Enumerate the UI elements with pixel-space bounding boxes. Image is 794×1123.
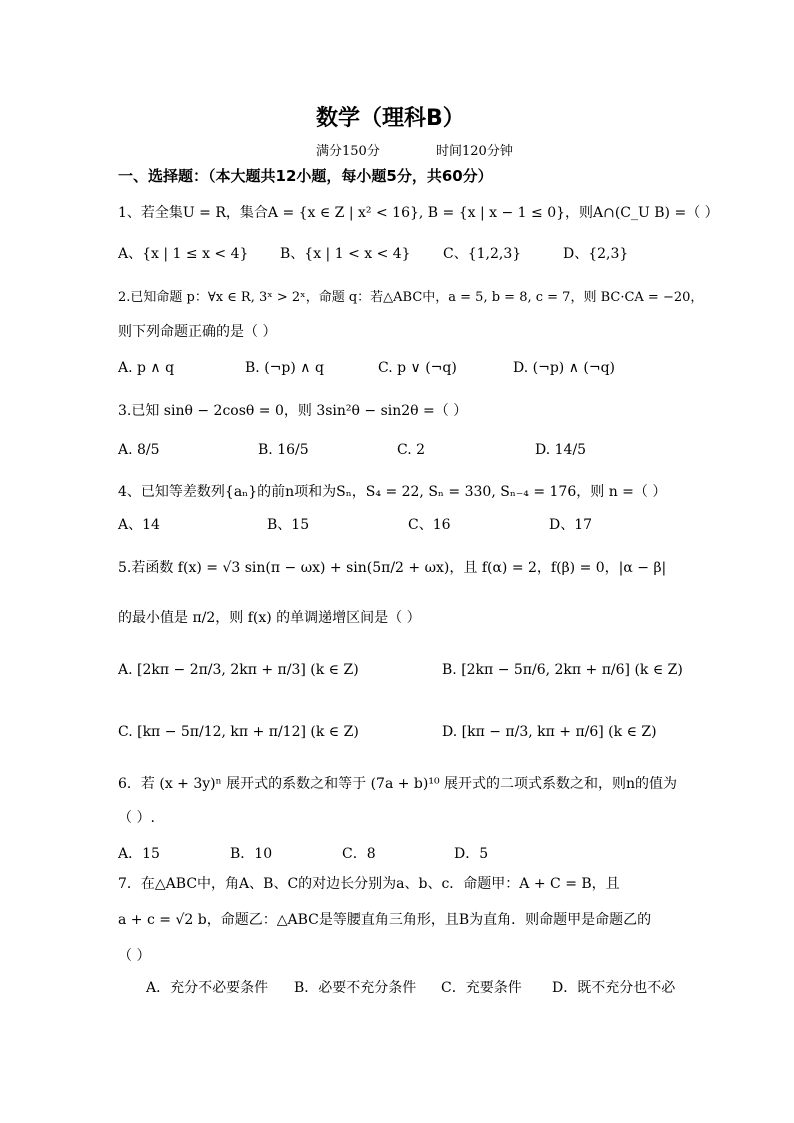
question-1-option-a: A、{x | 1 ≤ x < 4} bbox=[118, 246, 249, 262]
question-7-stem-line-2: a + c = √2 b，命题乙：△ABC是等腰直角三角形，且B为直角．则命题甲是命题乙的 bbox=[118, 912, 652, 928]
full-score: 满分150分 bbox=[316, 144, 380, 159]
question-3-option-d: D. 14/5 bbox=[535, 442, 587, 458]
question-4-option-b: B、15 bbox=[267, 517, 310, 533]
question-5-stem-line-1: 5.若函数 f(x) = √3 sin(π − ωx) + sin(5π/2 + ωx)，且 f(α) = 2，f(β) = 0，|α − β| bbox=[118, 560, 667, 576]
question-6-stem-line-2: （ ）. bbox=[118, 810, 155, 826]
question-7-option-d: D．既不充分也不必 bbox=[552, 980, 676, 996]
question-3-option-a: A. 8/5 bbox=[118, 442, 160, 458]
question-2-option-c: C. p ∨ (¬q) bbox=[378, 360, 457, 376]
question-1-option-c: C、{1,2,3} bbox=[443, 246, 522, 262]
page-title: 数学（理科B） bbox=[316, 106, 465, 131]
question-2-stem-line-1: 2.已知命题 p：∀x ∈ R, 3ˣ > 2ˣ，命题 q：若△ABC中，a = 5, b = 8, c = 7，则 BC·CA = −20， bbox=[118, 290, 704, 305]
question-1-stem: 1、若全集U = R，集合A = {x ∈ Z | x² < 16}, B = {x | x − 1 ≤ 0}，则A∩(C_U B) =（ ） bbox=[118, 205, 719, 221]
question-3-option-b: B. 16/5 bbox=[258, 442, 309, 458]
question-2-option-b: B. (¬p) ∧ q bbox=[245, 360, 324, 376]
time-limit: 时间120分钟 bbox=[436, 144, 513, 159]
question-3-stem: 3.已知 sinθ − 2cosθ = 0，则 3sin²θ − sin2θ =（ ） bbox=[118, 403, 468, 419]
question-5-option-a: A. [2kπ − 2π/3, 2kπ + π/3] (k ∈ Z) bbox=[118, 662, 359, 678]
question-2-stem-line-2: 则下列命题正确的是（ ） bbox=[118, 324, 277, 340]
question-4-option-a: A、14 bbox=[118, 517, 160, 533]
question-1-option-d: D、{2,3} bbox=[563, 246, 629, 262]
question-4-option-d: D、17 bbox=[549, 517, 593, 533]
section-heading: 一、选择题：（本大题共12小题，每小题5分，共60分） bbox=[118, 167, 493, 185]
question-7-option-c: C．充要条件 bbox=[441, 980, 522, 996]
question-6-stem-line-1: 6．若 (x + 3y)ⁿ 展开式的系数之和等于 (7a + b)¹⁰ 展开式的二项式系数之和，则n的值为 bbox=[118, 776, 678, 792]
question-5-stem-line-2: 的最小值是 π/2，则 f(x) 的单调递增区间是（ ） bbox=[118, 610, 421, 626]
question-7-option-b: B．必要不充分条件 bbox=[294, 980, 417, 996]
question-6-option-d: D．5 bbox=[454, 846, 489, 862]
question-6-option-c: C．8 bbox=[342, 846, 376, 862]
question-3-option-c: C. 2 bbox=[397, 442, 426, 458]
question-7-stem-line-3: （ ） bbox=[118, 948, 151, 964]
question-5-option-b: B. [2kπ − 5π/6, 2kπ + π/6] (k ∈ Z) bbox=[442, 662, 683, 678]
question-2-option-a: A. p ∧ q bbox=[118, 360, 175, 376]
question-5-option-d: D. [kπ − π/3, kπ + π/6] (k ∈ Z) bbox=[442, 724, 657, 740]
question-4-option-c: C、16 bbox=[408, 517, 451, 533]
question-5-option-c: C. [kπ − 5π/12, kπ + π/12] (k ∈ Z) bbox=[118, 724, 359, 740]
question-1-option-b: B、{x | 1 < x < 4} bbox=[280, 246, 411, 262]
question-2-option-d: D. (¬p) ∧ (¬q) bbox=[513, 360, 616, 376]
question-6-option-a: A．15 bbox=[118, 846, 160, 862]
question-7-option-a: A．充分不必要条件 bbox=[146, 980, 269, 996]
question-4-stem: 4、已知等差数列{aₙ}的前n项和为Sₙ，S₄ = 22, Sₙ = 330, Sₙ₋₄ = 176，则 n =（ ） bbox=[118, 484, 667, 500]
question-7-stem-line-1: 7．在△ABC中，角A、B、C的对边长分别为a、b、c．命题甲：A + C = B，且 bbox=[118, 876, 620, 892]
question-6-option-b: B．10 bbox=[230, 846, 273, 862]
